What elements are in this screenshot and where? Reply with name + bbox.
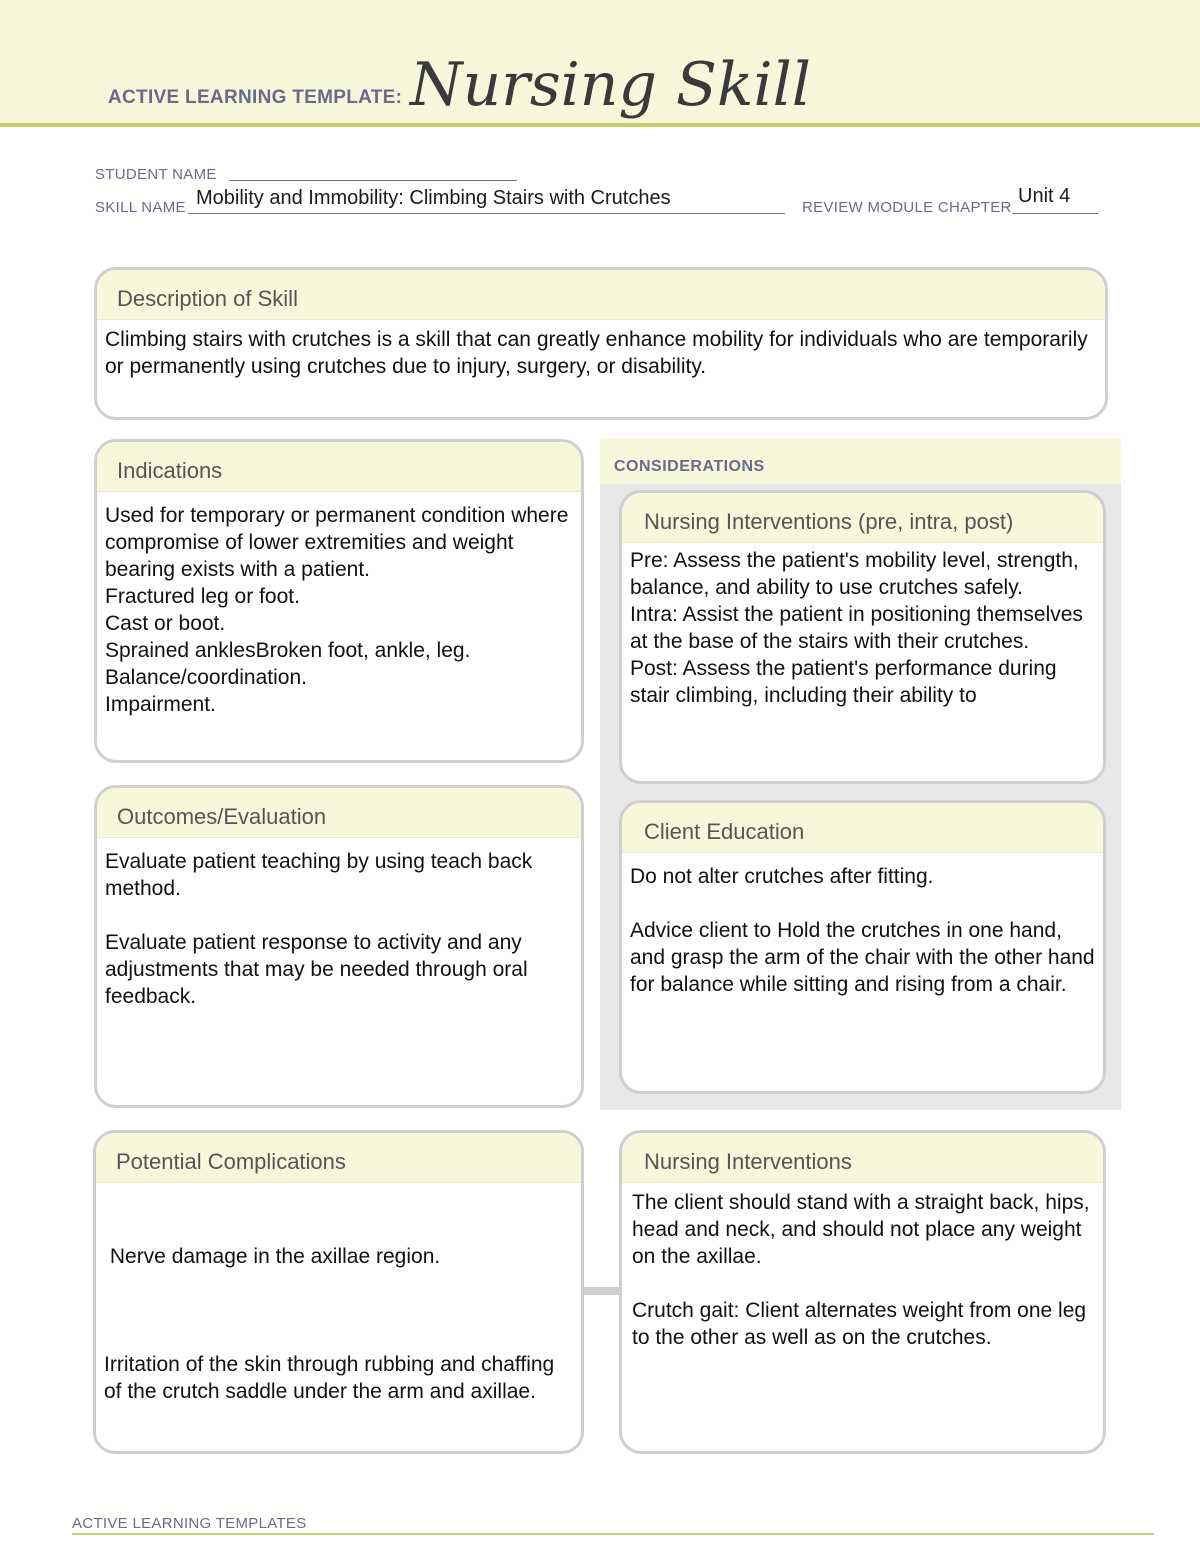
footer-text: ACTIVE LEARNING TEMPLATES bbox=[72, 1515, 307, 1532]
complications-paragraph: Irritation of the skin through rubbing and chaffing of the crutch saddle under the arm and axillae. bbox=[104, 1353, 561, 1403]
template-title: Nursing Skill bbox=[410, 50, 811, 120]
description-card bbox=[94, 267, 1108, 420]
nursing-interventions-title: Nursing Interventions bbox=[622, 1133, 1103, 1183]
header-divider bbox=[0, 123, 1200, 127]
interventions-ppp-line: Post: Assess the patient's performance during stair climbing, including their ability to bbox=[630, 657, 1057, 707]
nursing-interventions-card bbox=[619, 1130, 1106, 1454]
interventions-ppp-line: Pre: Assess the patient's mobility level, strength, balance, and ability to use crutches safely. bbox=[630, 549, 1079, 599]
interventions-ppp-body bbox=[622, 543, 1103, 709]
indications-line: Balance/coordination. bbox=[105, 666, 307, 689]
description-body bbox=[97, 320, 1105, 380]
description-title: Description of Skill bbox=[97, 270, 1105, 320]
nursing-interventions-paragraph: Crutch gait: Client alternates weight from one leg to the other as well as on the crutches. bbox=[632, 1299, 1087, 1349]
indications-line: Fractured leg or foot. bbox=[105, 585, 300, 608]
outcomes-paragraph: Evaluate patient response to activity and any adjustments that may be needed through oral feedback. bbox=[105, 931, 528, 1008]
skill-name-field[interactable]: Mobility and Immobility: Climbing Stairs with Crutches bbox=[196, 187, 671, 209]
footer-rule bbox=[72, 1533, 1154, 1535]
indications-line: Used for temporary or permanent condition where compromise of lower extremities and weight bearing exists with a patient. bbox=[105, 504, 569, 581]
complications-title: Potential Complications bbox=[96, 1133, 581, 1183]
client-education-paragraph: Advice client to Hold the crutches in one hand, and grasp the arm of the chair with the other hand for balance while sitting and rising from a chair. bbox=[630, 919, 1095, 996]
client-education-body bbox=[622, 853, 1103, 998]
indications-title: Indications bbox=[97, 442, 581, 492]
client-education-title: Client Education bbox=[622, 803, 1103, 853]
indications-line: Impairment. bbox=[105, 693, 216, 716]
outcomes-title: Outcomes/Evaluation bbox=[97, 788, 581, 838]
interventions-ppp-line: Intra: Assist the patient in positioning themselves at the base of the stairs with their crutches. bbox=[630, 603, 1083, 653]
template-label: ACTIVE LEARNING TEMPLATE: bbox=[108, 87, 403, 108]
interventions-ppp-card bbox=[619, 490, 1106, 784]
complications-card bbox=[93, 1130, 584, 1454]
outcomes-card bbox=[94, 785, 584, 1108]
review-module-field[interactable]: Unit 4 bbox=[1018, 185, 1071, 207]
outcomes-paragraph: Evaluate patient teaching by using teach back method. bbox=[105, 850, 533, 900]
indications-card bbox=[94, 439, 584, 763]
interventions-ppp-title: Nursing Interventions (pre, intra, post) bbox=[622, 493, 1103, 543]
client-education-paragraph: Do not alter crutches after fitting. bbox=[630, 865, 934, 888]
nursing-interventions-paragraph: The client should stand with a straight back, hips, head and neck, and should not place any weight on the axillae. bbox=[632, 1191, 1090, 1268]
review-module-label: REVIEW MODULE CHAPTER bbox=[802, 199, 1012, 216]
nursing-interventions-body bbox=[622, 1183, 1103, 1351]
indications-body bbox=[97, 492, 581, 718]
skill-name-line bbox=[188, 213, 785, 214]
student-name-label: STUDENT NAME bbox=[95, 166, 217, 183]
considerations-label: CONSIDERATIONS bbox=[614, 458, 765, 475]
outcomes-body bbox=[97, 838, 581, 1010]
client-education-card bbox=[619, 800, 1106, 1094]
student-name-line bbox=[229, 180, 517, 181]
skill-name-label: SKILL NAME bbox=[95, 199, 186, 216]
complications-body bbox=[96, 1183, 581, 1454]
indications-line: Sprained anklesBroken foot, ankle, leg. bbox=[105, 639, 471, 662]
description-text: Climbing stairs with crutches is a skill that can greatly enhance mobility for individuals who are temporarily or permanently using crutches due to injury, surgery, or disability. bbox=[105, 328, 1088, 378]
complications-paragraph: Nerve damage in the axillae region. bbox=[104, 1245, 441, 1268]
review-module-line bbox=[1012, 213, 1098, 214]
cards-connector bbox=[582, 1287, 622, 1295]
indications-line: Cast or boot. bbox=[105, 612, 226, 635]
